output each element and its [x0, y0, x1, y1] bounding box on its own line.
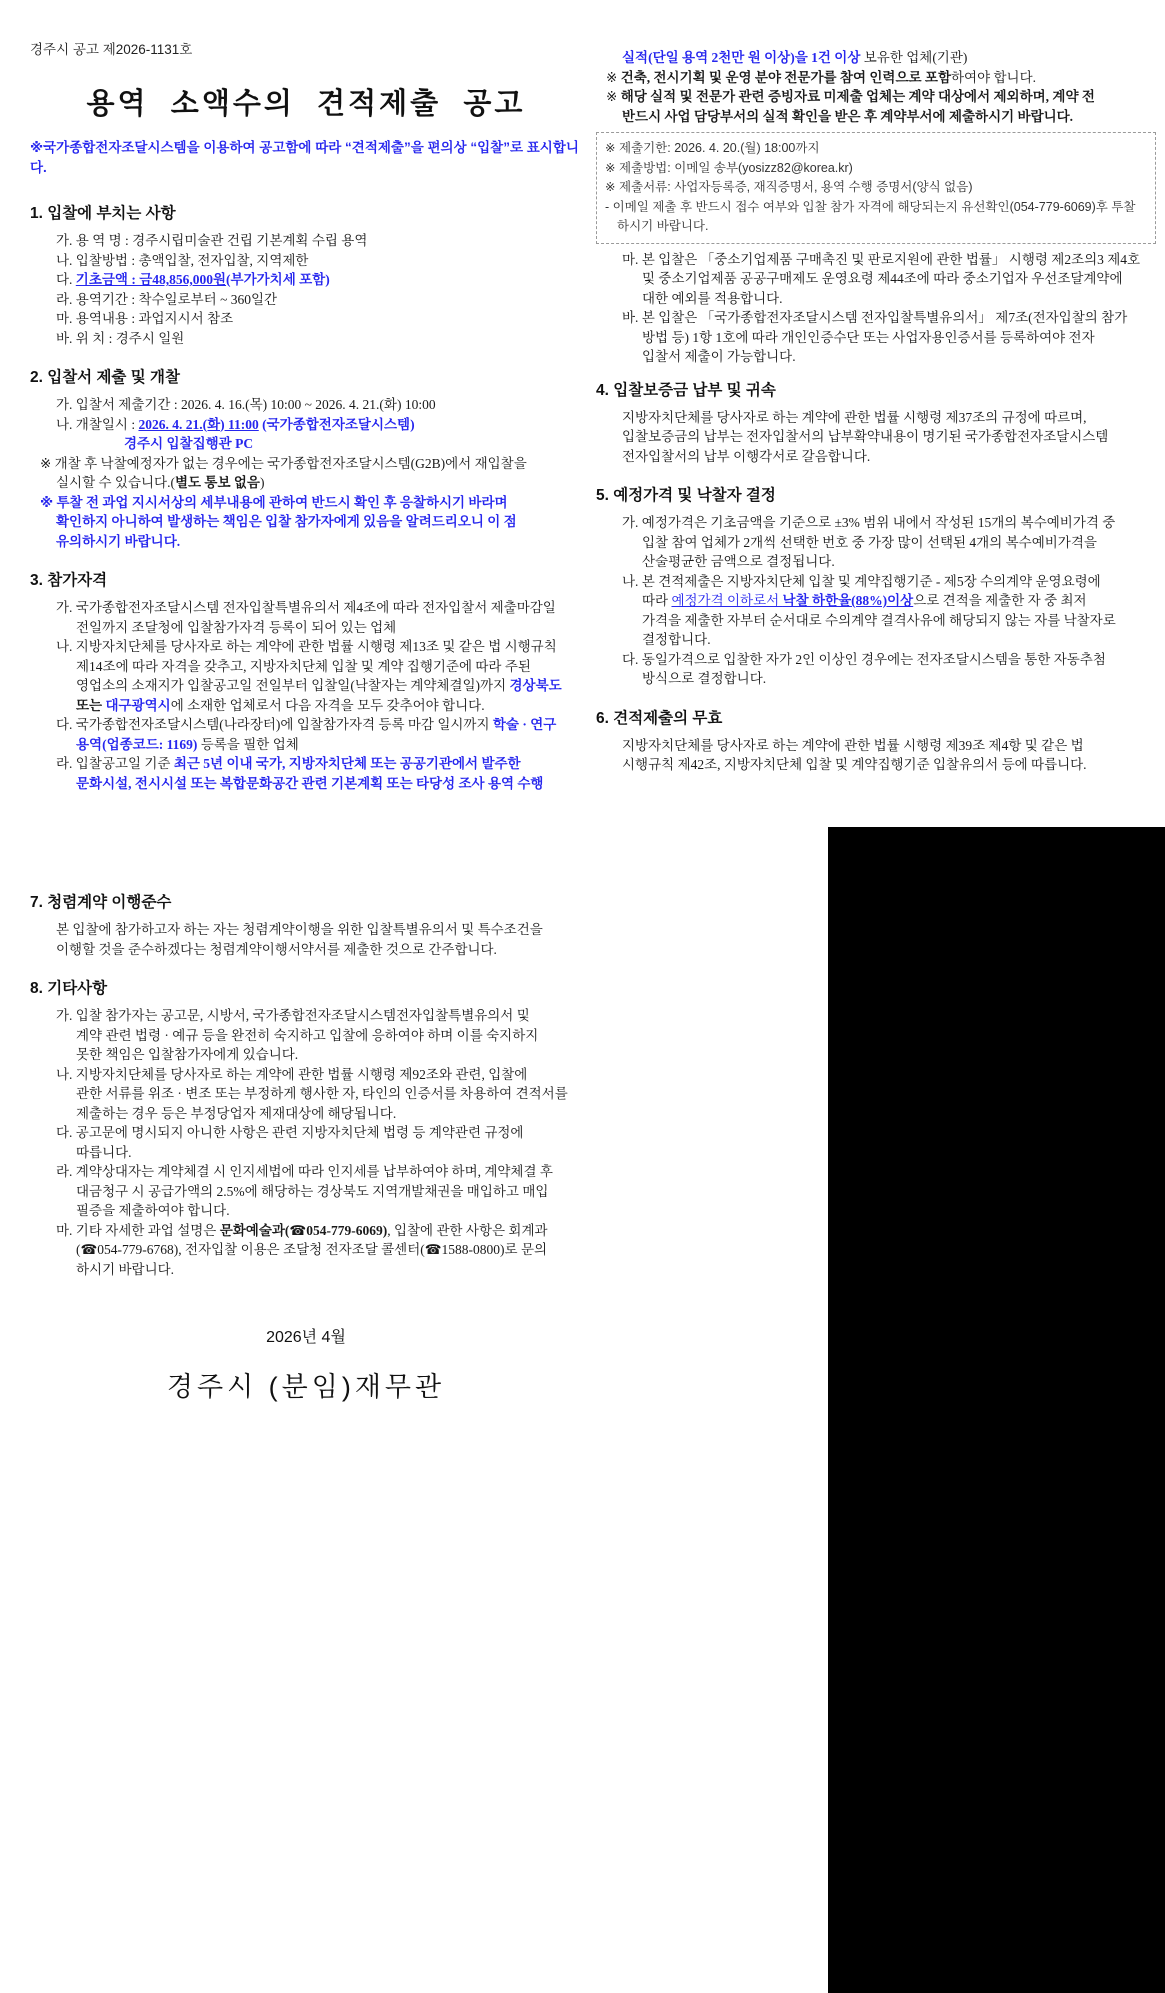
- text-line: 경주시 입찰집행관 PC: [124, 436, 254, 451]
- text-line: 다. 국가종합전자조달시스템(나라장터)에 입찰참가자격 등록 마감 일시까지 학술 · 연구: [56, 717, 557, 732]
- text-line: ※ 제출방법: 이메일 송부(yosizz82@korea.kr): [605, 160, 853, 175]
- text-line: 다. 동일가격으로 입찰한 자가 2인 이상인 경우에는 전자조달시스템을 통한 자동추첨: [622, 651, 1106, 667]
- text-line: 가. 용 역 명 : 경주시립미술관 건립 기본계획 수립 용역: [56, 233, 368, 248]
- text-line: 대금청구 시 공급가액의 2.5%에 해당하는 경상북도 지역개발채권을 매입하고 매입: [76, 1183, 549, 1199]
- text-line: 시행규칙 제42조, 지방자치단체 입찰 및 계약집행기준 입찰유의서 등에 따릅니다.: [622, 757, 1087, 772]
- doc-number: 경주시 공고 제2026-1131호: [30, 42, 193, 57]
- redacted-black-box: [828, 827, 1165, 1993]
- text-line: - 이메일 제출 후 반드시 접수 여부와 입찰 참가 자격에 해당되는지 유선확인(054-779-6069)후 투찰: [605, 199, 1136, 214]
- section-price-award: [596, 486, 1156, 689]
- text-line: 가. 국가종합전자조달시스템 전자입찰특별유의서 제4조에 따라 전자입찰서 제출마감일: [56, 600, 556, 615]
- section-bid-bond: [596, 381, 1156, 467]
- text-line: 제14조에 따라 자격을 갖추고, 지방자치단체 입찰 및 계약 집행기준에 따라 주된: [76, 658, 531, 674]
- text-line: 산술평균한 금액으로 결정됩니다.: [642, 554, 835, 569]
- left-column: [30, 30, 582, 1405]
- text-line: ※ 제출기한: 2026. 4. 20.(월) 18:00까지: [605, 141, 820, 155]
- text-line: 문화시설, 전시시설 또는 복합문화공간 관련 기본계획 또는 타당성 조사 용역 수행: [76, 775, 544, 791]
- text-line: 나. 입찰방법 : 총액입찰, 전자입찰, 지역제한: [56, 252, 309, 268]
- section-heading: 8. 기타사항: [30, 980, 108, 997]
- text-line: 반드시 사업 담당부서의 실적 확인을 받은 후 계약부서에 제출하시기 바랍니다.: [622, 108, 1074, 124]
- section-body: [30, 1006, 582, 1279]
- text-line: 지방자치단체를 당사자로 하는 계약에 관한 법률 시행령 제37조의 규정에 따르며,: [622, 409, 1087, 425]
- text-line: 못한 책임은 입찰참가자에게 있습니다.: [76, 1047, 299, 1062]
- text-line: 마. 기타 자세한 과업 설명은 문화예술과(☎054-779-6069), 입찰에 관한 사항은 회계과: [56, 1222, 548, 1238]
- text-line: 본 입찰에 참가하고자 하는 자는 청렴계약이행을 위한 입찰특별유의서 및 특수조건을: [56, 922, 543, 937]
- text-line: 지방자치단체를 당사자로 하는 계약에 관한 법률 시행령 제39조 제4항 및 같은 법: [622, 737, 1084, 753]
- text-line: 라. 입찰공고일 기준 최근 5년 이내 국가, 지방자치단체 또는 공공기관에서 발주한: [56, 756, 521, 771]
- signing-authority: 경주시 (분임)재무관: [166, 1372, 446, 1402]
- section-heading: 7. 청렴계약 이행준수: [30, 894, 172, 911]
- text-line: 바. 본 입찰은 「국가종합전자조달시스템 전자입찰특별유의서」 제7조(전자입찰의 참가: [622, 310, 1128, 325]
- text-line: 가격을 제출한 자부터 순서대로 수의계약 결격사유에 해당되지 않는 자를 낙찰자로: [642, 612, 1116, 628]
- text-line: 방식으로 결정합니다.: [642, 671, 767, 686]
- text-line: 유의하시기 바랍니다.: [56, 533, 181, 549]
- text-line: 하시기 바랍니다.: [617, 219, 709, 233]
- text-line: 마. 본 입찰은 「중소기업제품 구매촉진 및 판로지원에 관한 법률」 시행령 제2조의3 제4호: [622, 251, 1141, 267]
- section-heading: 2. 입찰서 제출 및 개찰: [30, 369, 180, 386]
- qualification-continued: [596, 48, 1156, 126]
- text-line: 방법 등) 1항 1호에 따라 개인인증수단 또는 사업자용인증서를 등록하여야 전자: [642, 329, 1095, 345]
- section-heading: 6. 견적제출의 무효: [596, 709, 723, 727]
- text-line: 실적(단일 용역 2천만 원 이상)을 1건 이상 보유한 업체(기관): [622, 50, 968, 65]
- text-line: ※ 투찰 전 과업 지시서상의 세부내용에 관하여 반드시 확인 후 응찰하시기 바라며: [40, 494, 508, 510]
- submission-info-box: [596, 132, 1156, 244]
- section-bid-items: [30, 204, 582, 348]
- section-heading: 5. 예정가격 및 낙찰자 결정: [596, 487, 776, 504]
- text-line: ※ 해당 실적 및 전문가 관련 증빙자료 미제출 업체는 계약 대상에서 제외하며, 계약 전: [606, 89, 1095, 104]
- section-body: [596, 408, 1156, 467]
- text-line: 다. 공고문에 명시되지 아니한 사항은 관련 지방자치단체 법령 등 계약관련 규정에: [56, 1125, 524, 1140]
- text-line: 용역(업종코드: 1169) 등록을 필한 업체: [76, 736, 299, 752]
- page-title: 용역 소액수의 견적제출 공고: [86, 88, 526, 120]
- text-line: 나. 본 견적제출은 지방자치단체 입찰 및 계약집행기준 - 제5장 수의계약 운영요령에: [622, 573, 1101, 589]
- text-line: 하시기 바랍니다.: [76, 1261, 175, 1277]
- section-body: [596, 736, 1156, 775]
- text-line: 또는 대구광역시에 소재한 업체로서 다음 자격을 모두 갖추어야 합니다.: [76, 697, 485, 713]
- text-line: 가. 입찰서 제출기간 : 2026. 4. 16.(목) 10:00 ~ 2026. 4. 21.(화) 10:00: [56, 397, 436, 412]
- text-line: 이행할 것을 준수하겠다는 청렴계약이행서약서를 제출한 것으로 간주합니다.: [56, 941, 497, 957]
- text-line: 전자입찰서의 납부 이행각서로 갈음합니다.: [622, 448, 871, 464]
- text-line: 계약 관련 법령 · 예규 등을 완전히 숙지하고 입찰에 응하여야 하며 이를 숙지하지: [76, 1027, 539, 1043]
- section-body: [30, 920, 582, 959]
- section-qualification: [30, 571, 582, 793]
- text-line: 입찰보증금의 납부는 전자입찰서의 납부확약내용이 명기된 국가종합전자조달시스템: [622, 429, 1109, 444]
- text-line: 확인하지 아니하여 발생하는 책임은 입찰 참가자에게 있음을 알려드리오니 이 점: [56, 514, 517, 529]
- text-line: 대한 예외를 적용합니다.: [642, 290, 783, 306]
- right-column: [596, 30, 1156, 795]
- text-line: ※ 개찰 후 낙찰예정자가 없는 경우에는 국가종합전자조달시스템(G2B)에서 재입찰을: [40, 455, 527, 471]
- text-line: 따릅니다.: [76, 1144, 132, 1160]
- text-line: 마. 용역내용 : 과업지시서 참조: [56, 311, 234, 326]
- section-body: [30, 598, 582, 793]
- section-heading: 4. 입찰보증금 납부 및 귀속: [596, 381, 776, 399]
- text-line: (☎054-779-6768), 전자입찰 이용은 조달청 전자조달 콜센터(☎1588-0800)로 문의: [76, 1242, 548, 1257]
- section-invalid-quotes: [596, 709, 1156, 775]
- text-line: 제출하는 경우 등은 부정당업자 제재대상에 해당됩니다.: [76, 1105, 397, 1121]
- text-line: 나. 지방자치단체를 당사자로 하는 계약에 관한 법률 시행령 제92조와 관련, 입찰에: [56, 1066, 528, 1082]
- section-body: [596, 513, 1156, 689]
- text-line: 필증을 제출하여야 합니다.: [76, 1203, 230, 1218]
- text-line: 가. 예정가격은 기초금액을 기준으로 ±3% 범위 내에서 작성된 15개의 복수예비가격 중: [622, 515, 1116, 530]
- text-line: 결정합니다.: [642, 632, 711, 647]
- text-line: 라. 계약상대자는 계약체결 시 인지세법에 따라 인지세를 납부하여야 하며, 계약체결 후: [56, 1164, 553, 1179]
- text-line: 관한 서류를 위조 · 변조 또는 부정하게 행사한 자, 타인의 인증서를 차용하여 견적서를: [76, 1086, 568, 1101]
- text-line: 실시할 수 있습니다.(별도 통보 없음): [56, 475, 265, 490]
- e-procurement-notice: ※국가종합전자조달시스템을 이용하여 공고함에 따라 “견적제출”을 편의상 “입찰”로 표시합니다.: [30, 140, 579, 175]
- text-line: ※ 제출서류: 사업자등록증, 재직증명서, 용역 수행 증명서(양식 없음): [605, 180, 973, 194]
- text-line: 나. 지방자치단체를 당사자로 하는 계약에 관한 법률 시행령 제13조 및 같은 법 시행규칙: [56, 639, 557, 654]
- section-body: [30, 231, 582, 348]
- text-line: 입찰 참여 업체가 2개씩 선택한 번호 중 가장 많이 선택된 4개의 복수예비가격을: [642, 534, 1097, 550]
- text-line: ※ 건축, 전시기획 및 운영 분야 전문가를 참여 인력으로 포함하여야 합니다.: [606, 69, 1037, 85]
- text-line: 따라 예정가격 이하로서 낙찰 하한율(88%)이상으로 견적을 제출한 자 중 최저: [642, 593, 1087, 608]
- submission-info-lines: [605, 139, 1147, 237]
- text-line: 다. 기초금액 : 금48,856,000원(부가가치세 포함): [56, 272, 330, 287]
- text-line: 입찰서 제출이 가능합니다.: [642, 349, 796, 364]
- announcement-date: 2026년 4월: [266, 1329, 346, 1346]
- section-misc: [30, 979, 582, 1279]
- text-line: 전일까지 조달청에 입찰참가자격 등록이 되어 있는 업체: [76, 619, 397, 635]
- text-line: 라. 용역기간 : 착수일로부터 ~ 360일간: [56, 291, 278, 307]
- section-integrity-pledge: [30, 893, 582, 959]
- section-submission-opening: [30, 368, 582, 551]
- text-line: 바. 위 치 : 경주시 일원: [56, 330, 185, 346]
- section-body: [30, 395, 582, 551]
- text-line: 가. 입찰 참가자는 공고문, 시방서, 국가종합전자조달시스템전자입찰특별유의서 및: [56, 1008, 530, 1023]
- section-heading: 1. 입찰에 부치는 사항: [30, 205, 176, 222]
- qualification-items-ma-ba: [596, 250, 1156, 367]
- section-heading: 3. 참가자격: [30, 572, 108, 589]
- text-line: 영업소의 소재지가 입찰공고일 전일부터 입찰일(낙찰자는 계약체결일)까지 경상북도: [76, 678, 562, 693]
- text-line: 나. 개찰일시 : 2026. 4. 21.(화) 11:00 (국가종합전자조달시스템): [56, 416, 415, 432]
- text-line: 및 중소기업제품 공공구매제도 운영요령 제44조에 따라 중소기업자 우선조달계약에: [642, 271, 1123, 286]
